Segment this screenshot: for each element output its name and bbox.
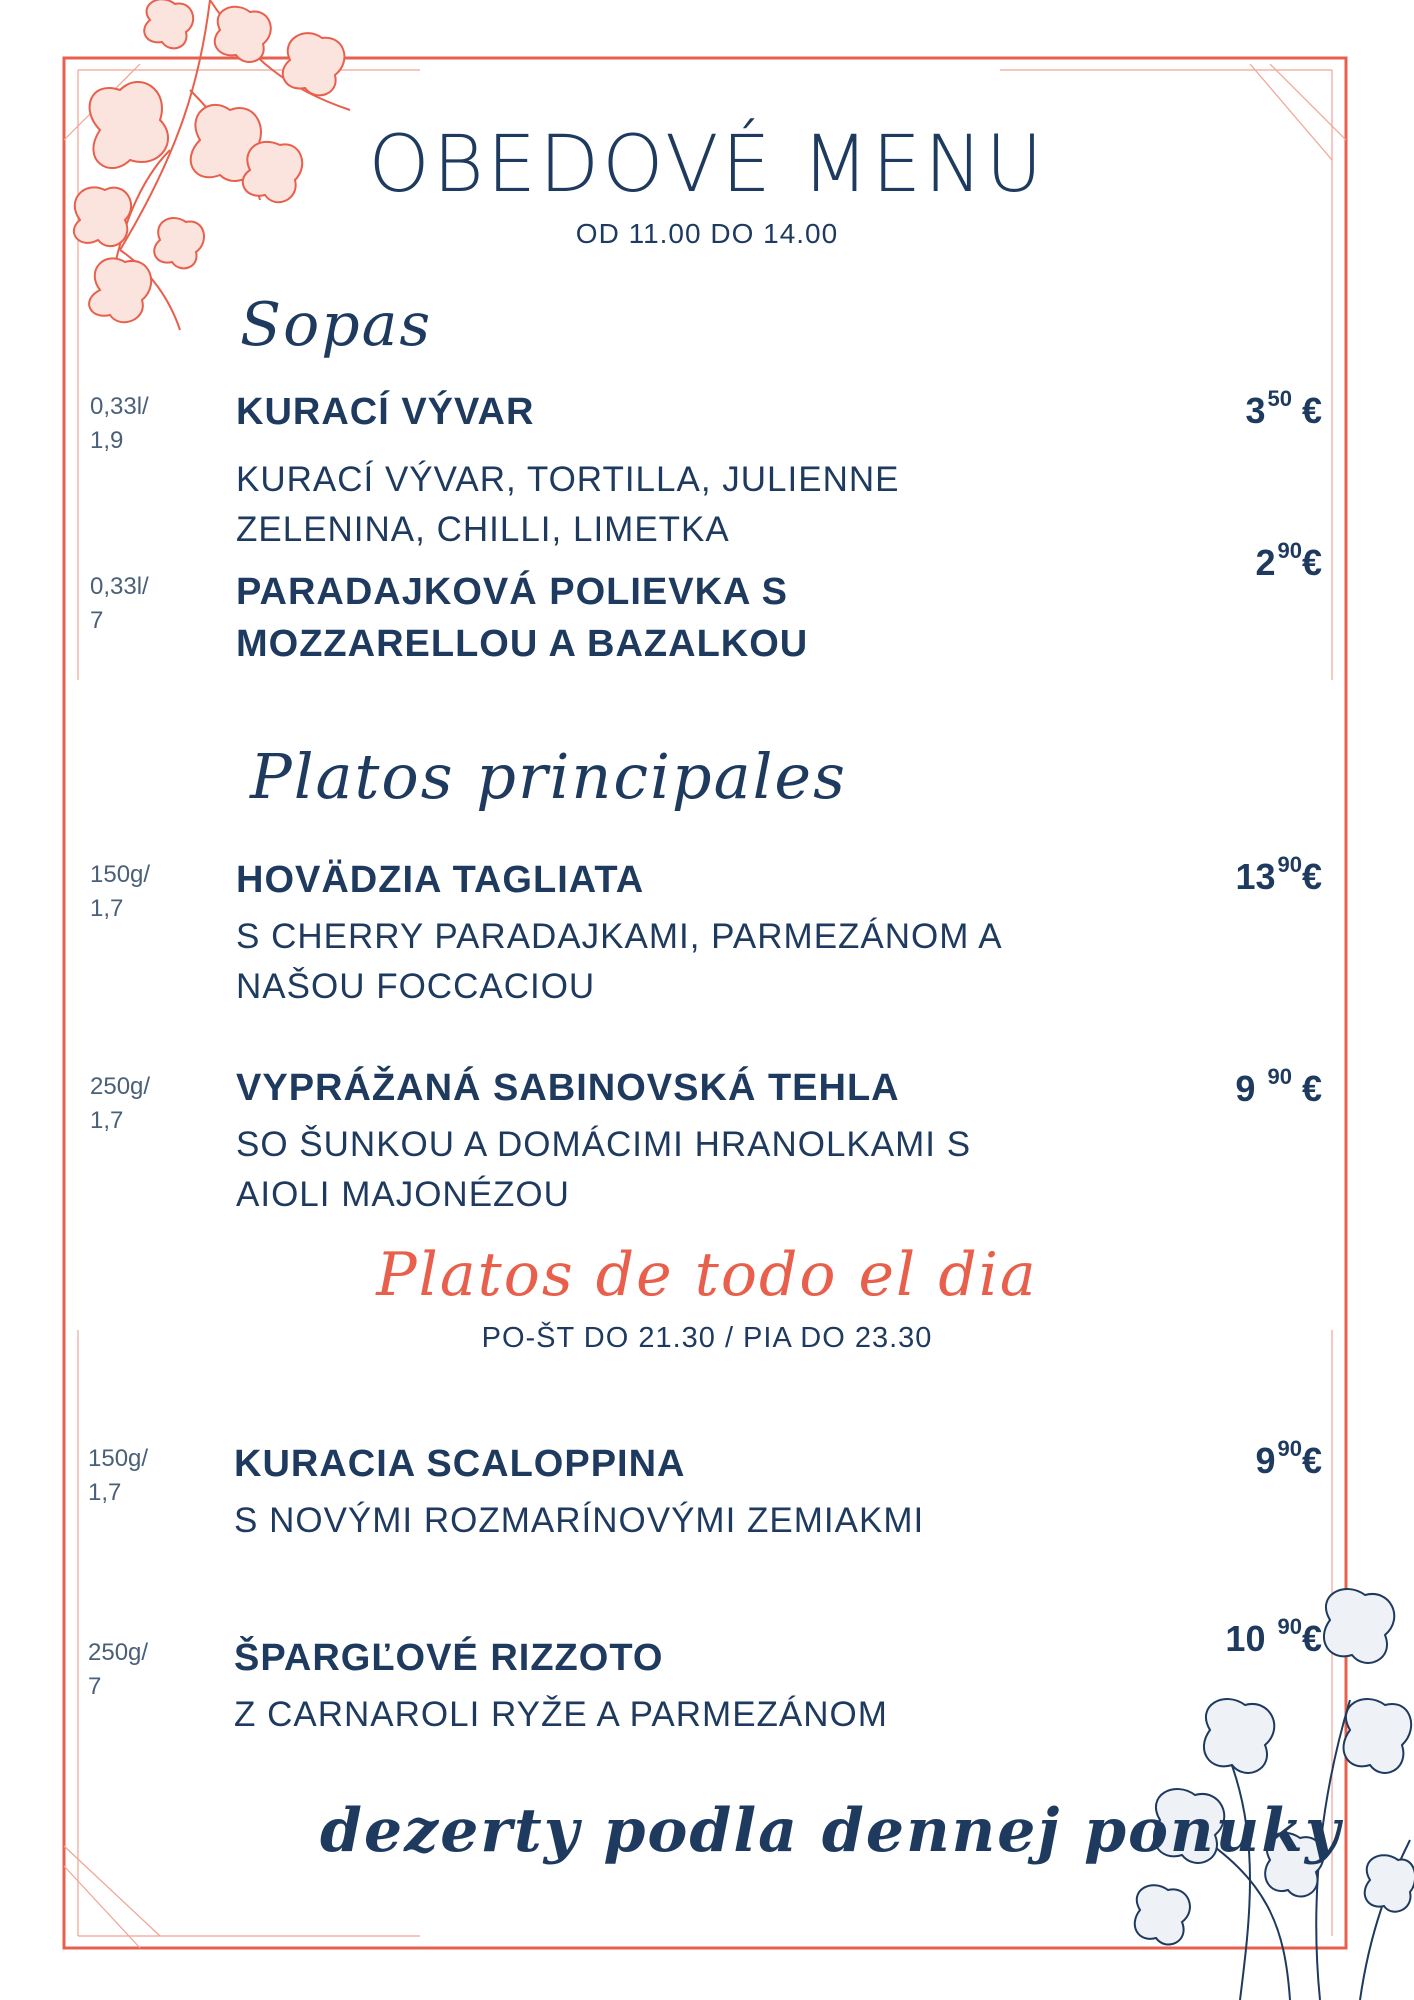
price-cents: 90 (1277, 852, 1302, 877)
section-hours: PO-ŠT DO 21.30 / PIA DO 23.30 (481, 1322, 933, 1354)
item-price (1122, 852, 1322, 898)
menu-title: OBEDOVÉ MENU (368, 120, 1046, 210)
item-name: ŠPARGĽOVÉ RIZZOTO (234, 1637, 664, 1679)
price-cents: 90 (1277, 1436, 1302, 1461)
section-heading-platos-de-todo-el-dia: Platos de todo el dia (376, 1240, 1038, 1310)
menu-hours: OD 11.00 DO 14.00 (575, 218, 839, 249)
item-amount: 0,33l/ 7 (90, 573, 149, 634)
item-amount: 150g/ 1,7 (88, 1445, 149, 1506)
price-main: 3 (1245, 390, 1266, 431)
price-currency: € (1301, 856, 1322, 897)
price-currency: € (1301, 1068, 1322, 1109)
item-description: KURACÍ VÝVAR, TORTILLA, JULIENNE ZELENINA, CHILLI, LIMETKA (236, 460, 900, 549)
item-price (1122, 1064, 1322, 1110)
item-amount: 250g/ 1,7 (90, 1073, 151, 1134)
price-main: 10 (1225, 1618, 1266, 1659)
price-main: 13 (1235, 856, 1276, 897)
price-main: 2 (1255, 542, 1276, 583)
item-description: S CHERRY PARADAJKAMI, PARMEZÁNOM A NAŠOU FOCCACIOU (236, 917, 1003, 1006)
price-main: 9 (1255, 1440, 1276, 1481)
price-cents: 90 (1277, 538, 1302, 563)
item-name: KURACIA SCALOPPINA (234, 1443, 686, 1485)
item-price (1122, 1614, 1322, 1660)
item-name: KURACÍ VÝVAR (236, 391, 535, 433)
item-description: S NOVÝMI ROZMARÍNOVÝMI ZEMIAKMI (234, 1501, 925, 1540)
footer-note: dezerty podla dennej ponuky (320, 1796, 1342, 1866)
price-currency: € (1301, 1440, 1322, 1481)
price-main: 9 (1235, 1068, 1256, 1109)
price-cents: 50 (1267, 386, 1292, 411)
item-amount: 0,33l/ 1,9 (90, 393, 149, 454)
section-heading-platos-principales: Platos principales (250, 740, 847, 813)
price-cents: 90 (1277, 1614, 1302, 1639)
price-currency: € (1301, 1618, 1322, 1659)
price-currency: € (1301, 390, 1322, 431)
item-name: PARADAJKOVÁ POLIEVKA S MOZZARELLOU A BAZALKOU (236, 571, 809, 665)
item-amount: 250g/ 7 (88, 1639, 149, 1700)
item-description: SO ŠUNKOU A DOMÁCIMI HRANOLKAMI S AIOLI MAJONÉZOU (236, 1125, 972, 1214)
item-description: Z CARNAROLI RYŽE A PARMEZÁNOM (234, 1695, 888, 1734)
section-heading-sopas: Sopas (240, 290, 433, 360)
item-price (1122, 386, 1322, 432)
price-cents: 90 (1267, 1064, 1292, 1089)
price-currency: € (1301, 542, 1322, 583)
item-price (1122, 538, 1322, 584)
item-name: VYPRÁŽANÁ SABINOVSKÁ TEHLA (236, 1067, 900, 1109)
item-price (1122, 1436, 1322, 1482)
item-name: HOVÄDZIA TAGLIATA (236, 859, 645, 901)
item-amount: 150g/ 1,7 (90, 861, 151, 922)
